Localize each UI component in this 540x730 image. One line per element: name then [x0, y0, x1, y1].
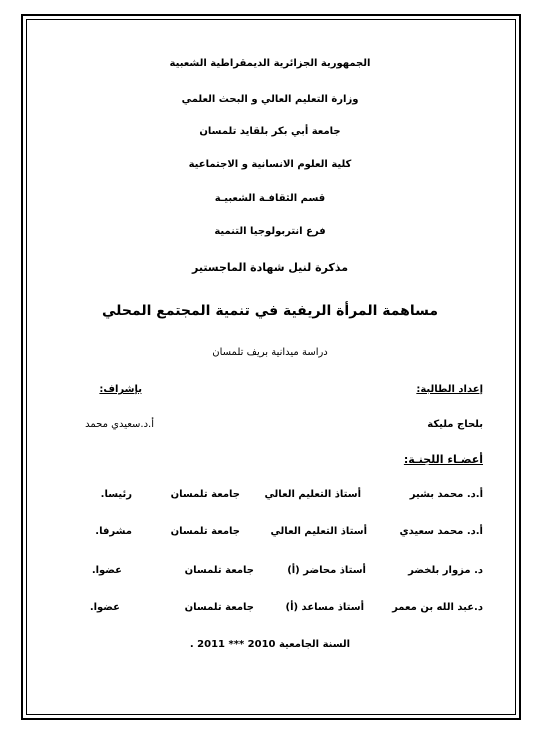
- committee-member-title: أستاذ التعليم العالي: [264, 489, 361, 500]
- committee-member-name: د.عبد الله بن معمر: [392, 602, 483, 613]
- committee-member-institution: جامعة تلمسان: [184, 602, 254, 613]
- committee-member-role: عضوا.: [91, 565, 122, 576]
- committee-member-name: د. مزوار بلخضر: [408, 565, 483, 576]
- committee-member-title: أستاذ مساعد (أ): [285, 602, 364, 613]
- subtitle: دراسة ميدانية بريف تلمسان: [212, 347, 328, 358]
- student-name: بلحاج مليكة: [427, 419, 483, 430]
- memo-heading: مذكرة لنيل شهادة الماجستير: [191, 261, 348, 274]
- university-heading: جامعة أبي بكر بلقايد تلمسان: [199, 126, 341, 137]
- committee-label: أعضـاء اللجنـة:: [403, 453, 483, 466]
- committee-member-title: أستاذ التعليم العالي: [270, 526, 367, 537]
- page-border: [21, 14, 521, 720]
- academic-year: السنة الجامعية 2010 *** 2011 .: [189, 639, 351, 650]
- supervisor-name: أ.د.سعيدي محمد: [85, 419, 154, 430]
- committee-member-institution: جامعة تلمسان: [170, 489, 240, 500]
- faculty-heading: كلية العلوم الانسانية و الاجتماعية: [188, 159, 352, 170]
- department-heading: قسم الثقافـة الشعبيـة: [214, 193, 326, 204]
- prepared-by-label: إعداد الطالبة:: [416, 384, 483, 395]
- committee-member-title: أستاذ محاضر (أ): [287, 565, 366, 576]
- ministry-heading: وزارة التعليم العالي و البحث العلمي: [181, 94, 359, 105]
- republic-heading: الجمهورية الجزائرية الديمقراطية الشعبية: [169, 58, 371, 69]
- committee-member-name: أ.د. محمد بشير: [409, 489, 483, 500]
- thesis-title: مساهمة المرأة الريفية في تنمية المجتمع المحلي: [101, 303, 438, 319]
- committee-member-role: رئيسا.: [100, 489, 132, 500]
- committee-member-role: عضوا.: [89, 602, 120, 613]
- committee-member-name: أ.د. محمد سعيدي: [399, 526, 483, 537]
- supervisor-label: بإشراف:: [99, 384, 142, 395]
- committee-member-role: مشرفا.: [95, 526, 132, 537]
- committee-member-institution: جامعة تلمسان: [170, 526, 240, 537]
- branch-heading: فرع انتربولوجيا التنمية: [214, 226, 326, 237]
- committee-member-institution: جامعة تلمسان: [184, 565, 254, 576]
